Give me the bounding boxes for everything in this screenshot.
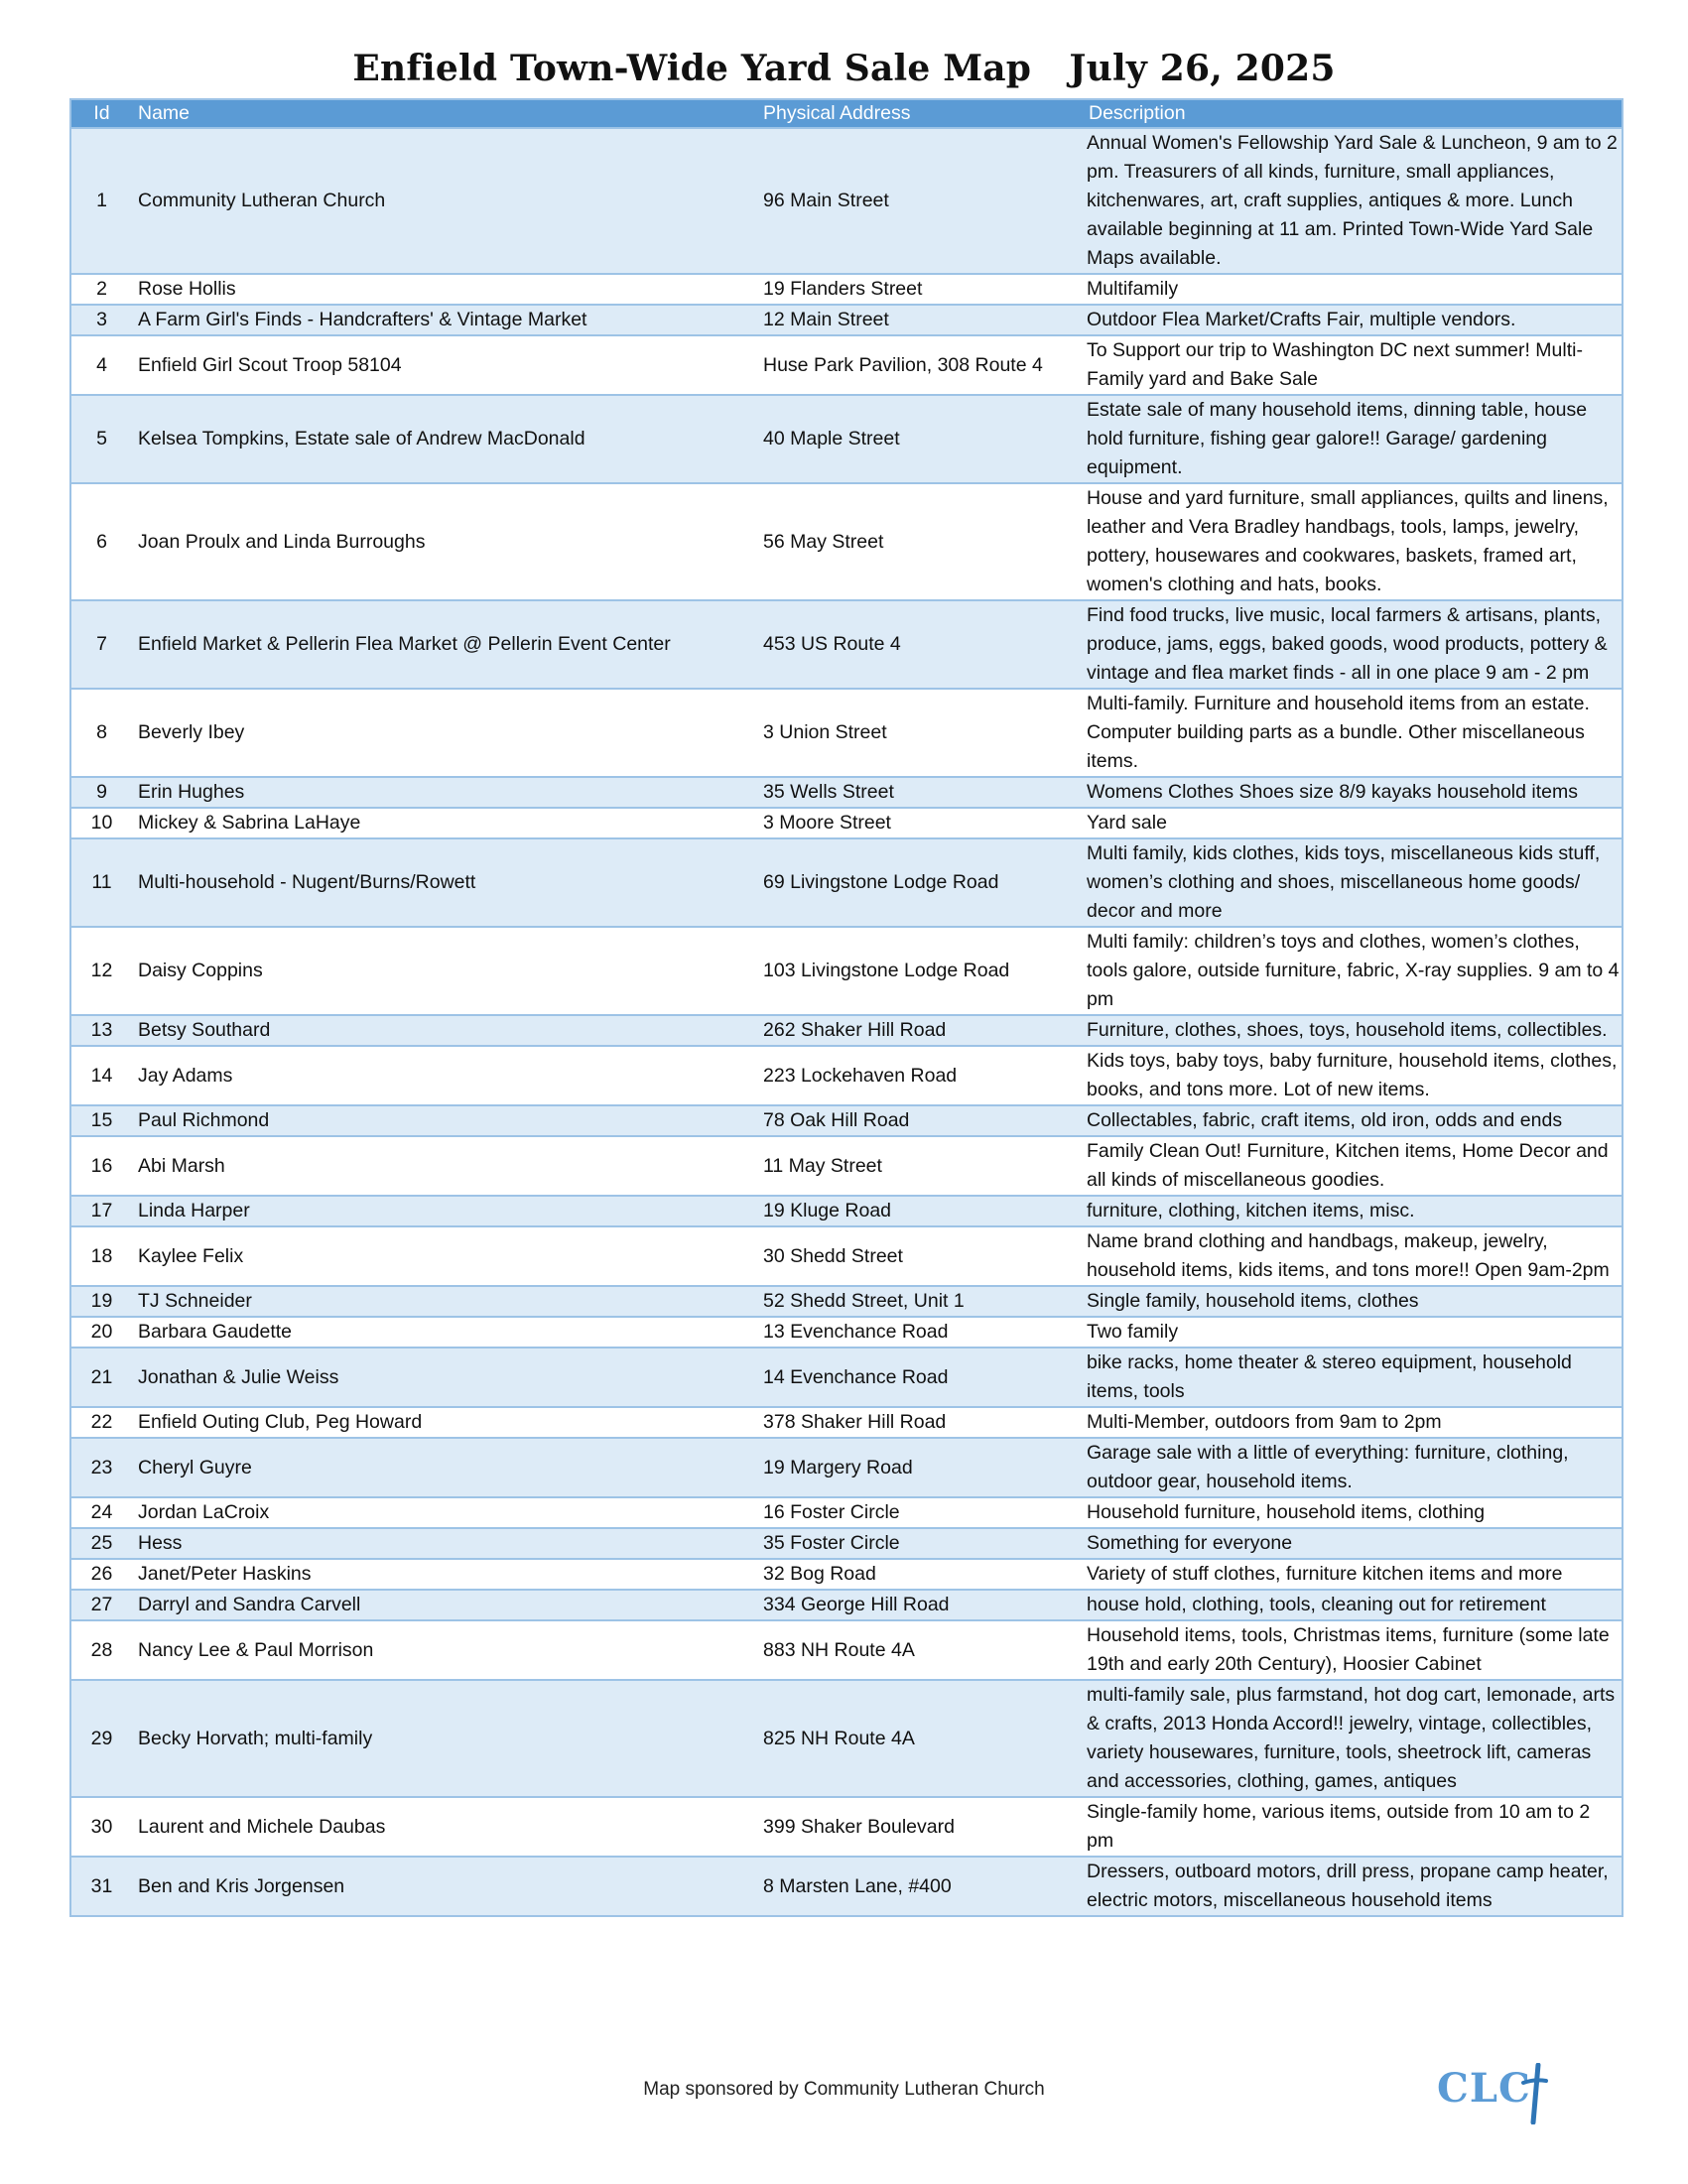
column-header-name: Name [132,99,757,128]
row-address: 19 Flanders Street [757,274,1083,305]
row-name: Beverly Ibey [132,689,757,777]
table-row [70,927,1623,1015]
row-id: 23 [70,1438,132,1497]
row-address: Huse Park Pavilion, 308 Route 4 [757,335,1083,395]
row-name: Jay Adams [132,1046,757,1105]
row-id: 30 [70,1797,132,1857]
row-description: House and yard furniture, small appliances, quilts and linens, leather and Vera Bradley handbags, tools, lamps, jewelry, pottery, housewares and cookwares, baskets, framed art, women's clothing and hats, books. [1083,483,1623,600]
page-title: Enfield Town-Wide Yard Sale Map July 26, 2025 [352,48,1336,89]
row-name: Jonathan & Julie Weiss [132,1348,757,1407]
row-address: 96 Main Street [757,128,1083,274]
row-name: Jordan LaCroix [132,1497,757,1528]
row-address: 825 NH Route 4A [757,1680,1083,1797]
row-name: Mickey & Sabrina LaHaye [132,808,757,838]
row-id: 3 [70,305,132,335]
row-description: Multi-family. Furniture and household items from an estate. Computer building parts as a bundle. Other miscellaneous items. [1083,689,1623,777]
row-address: 16 Foster Circle [757,1497,1083,1528]
row-description: Outdoor Flea Market/Crafts Fair, multiple vendors. [1083,305,1623,335]
row-address: 883 NH Route 4A [757,1620,1083,1680]
row-address: 13 Evenchance Road [757,1317,1083,1348]
row-name: Darryl and Sandra Carvell [132,1590,757,1620]
column-header-address: Physical Address [757,99,1083,128]
row-name: Linda Harper [132,1196,757,1226]
row-address: 8 Marsten Lane, #400 [757,1857,1083,1916]
row-address: 30 Shedd Street [757,1226,1083,1286]
row-name: Daisy Coppins [132,927,757,1015]
cross-icon [1518,2063,1548,2124]
row-id: 17 [70,1196,132,1226]
row-id: 24 [70,1497,132,1528]
row-name: Enfield Girl Scout Troop 58104 [132,335,757,395]
yard-sale-table [69,98,1623,1917]
table-row [70,1857,1623,1916]
table-row [70,1226,1623,1286]
row-id: 31 [70,1857,132,1916]
row-description: Estate sale of many household items, dinning table, house hold furniture, fishing gear galore!! Garage/ gardening equipment. [1083,395,1623,483]
row-id: 21 [70,1348,132,1407]
logo-text: CLC [1437,2065,1531,2112]
table-row [70,808,1623,838]
row-description: Household furniture, household items, clothing [1083,1497,1623,1528]
table-row [70,1528,1623,1559]
row-description: Multi family, kids clothes, kids toys, miscellaneous kids stuff, women’s clothing and shoes, miscellaneous home goods/ decor and more [1083,838,1623,927]
row-description: Multi family: children’s toys and clothes, women’s clothes, tools galore, outside furniture, fabric, X-ray supplies. 9 am to 4 pm [1083,927,1623,1015]
row-name: Ben and Kris Jorgensen [132,1857,757,1916]
row-address: 19 Kluge Road [757,1196,1083,1226]
row-id: 9 [70,777,132,808]
table-row [70,1620,1623,1680]
row-id: 16 [70,1136,132,1196]
table-header-row [70,99,1623,128]
row-id: 20 [70,1317,132,1348]
row-description: Garage sale with a little of everything: furniture, clothing, outdoor gear, household items. [1083,1438,1623,1497]
row-name: Betsy Southard [132,1015,757,1046]
table-row [70,1105,1623,1136]
table-row [70,274,1623,305]
row-description: To Support our trip to Washington DC next summer! Multi-Family yard and Bake Sale [1083,335,1623,395]
row-id: 27 [70,1590,132,1620]
table-row [70,1196,1623,1226]
row-id: 15 [70,1105,132,1136]
row-address: 399 Shaker Boulevard [757,1797,1083,1857]
row-id: 22 [70,1407,132,1438]
table-row [70,1680,1623,1797]
row-description: Dressers, outboard motors, drill press, propane camp heater, electric motors, miscellaneous household items [1083,1857,1623,1916]
table-row [70,838,1623,927]
table-row [70,305,1623,335]
row-address: 69 Livingstone Lodge Road [757,838,1083,927]
sponsor-text: Map sponsored by Community Lutheran Church [643,2079,1045,2100]
row-id: 12 [70,927,132,1015]
table-row [70,1797,1623,1857]
row-name: Nancy Lee & Paul Morrison [132,1620,757,1680]
row-address: 40 Maple Street [757,395,1083,483]
table-row [70,1559,1623,1590]
row-address: 3 Moore Street [757,808,1083,838]
row-name: Kaylee Felix [132,1226,757,1286]
row-name: Laurent and Michele Daubas [132,1797,757,1857]
row-id: 4 [70,335,132,395]
table-row [70,1286,1623,1317]
row-description: Womens Clothes Shoes size 8/9 kayaks household items [1083,777,1623,808]
row-address: 35 Wells Street [757,777,1083,808]
row-id: 19 [70,1286,132,1317]
row-address: 14 Evenchance Road [757,1348,1083,1407]
row-address: 223 Lockehaven Road [757,1046,1083,1105]
row-name: Erin Hughes [132,777,757,808]
row-name: Becky Horvath; multi-family [132,1680,757,1797]
table-row [70,1317,1623,1348]
row-address: 378 Shaker Hill Road [757,1407,1083,1438]
row-description: Variety of stuff clothes, furniture kitchen items and more [1083,1559,1623,1590]
row-address: 11 May Street [757,1136,1083,1196]
clc-logo [1437,2065,1531,2117]
row-name: Joan Proulx and Linda Burroughs [132,483,757,600]
row-description: Name brand clothing and handbags, makeup, jewelry, household items, kids items, and tons more!! Open 9am-2pm [1083,1226,1623,1286]
row-id: 29 [70,1680,132,1797]
row-id: 8 [70,689,132,777]
row-name: Enfield Market & Pellerin Flea Market @ Pellerin Event Center [132,600,757,689]
row-description: Something for everyone [1083,1528,1623,1559]
row-id: 7 [70,600,132,689]
row-description: bike racks, home theater & stereo equipment, household items, tools [1083,1348,1623,1407]
row-address: 103 Livingstone Lodge Road [757,927,1083,1015]
table-row [70,395,1623,483]
table-row [70,128,1623,274]
row-address: 52 Shedd Street, Unit 1 [757,1286,1083,1317]
table-row [70,689,1623,777]
table-row [70,1136,1623,1196]
column-header-id: Id [70,99,132,128]
row-description: Single family, household items, clothes [1083,1286,1623,1317]
row-address: 35 Foster Circle [757,1528,1083,1559]
row-address: 12 Main Street [757,305,1083,335]
row-description: Multi-Member, outdoors from 9am to 2pm [1083,1407,1623,1438]
row-name: Rose Hollis [132,274,757,305]
table-row [70,1497,1623,1528]
row-id: 13 [70,1015,132,1046]
row-id: 10 [70,808,132,838]
row-address: 334 George Hill Road [757,1590,1083,1620]
row-description: Furniture, clothes, shoes, toys, household items, collectibles. [1083,1015,1623,1046]
table-row [70,1015,1623,1046]
row-name: Paul Richmond [132,1105,757,1136]
row-id: 28 [70,1620,132,1680]
row-id: 18 [70,1226,132,1286]
row-name: Multi-household - Nugent/Burns/Rowett [132,838,757,927]
table-row [70,483,1623,600]
row-address: 453 US Route 4 [757,600,1083,689]
table-row [70,1438,1623,1497]
row-id: 2 [70,274,132,305]
row-description: Family Clean Out! Furniture, Kitchen items, Home Decor and all kinds of miscellaneous goodies. [1083,1136,1623,1196]
row-description: Household items, tools, Christmas items, furniture (some late 19th and early 20th Century), Hoosier Cabinet [1083,1620,1623,1680]
table-row [70,1407,1623,1438]
row-name: Barbara Gaudette [132,1317,757,1348]
row-description: Two family [1083,1317,1623,1348]
row-name: Janet/Peter Haskins [132,1559,757,1590]
row-name: TJ Schneider [132,1286,757,1317]
row-id: 1 [70,128,132,274]
row-address: 3 Union Street [757,689,1083,777]
row-description: Multifamily [1083,274,1623,305]
row-name: Cheryl Guyre [132,1438,757,1497]
row-name: Community Lutheran Church [132,128,757,274]
row-id: 6 [70,483,132,600]
row-name: Abi Marsh [132,1136,757,1196]
row-address: 32 Bog Road [757,1559,1083,1590]
row-description: Kids toys, baby toys, baby furniture, household items, clothes, books, and tons more. Lot of new items. [1083,1046,1623,1105]
row-description: Find food trucks, live music, local farmers & artisans, plants, produce, jams, eggs, baked goods, wood products, pottery & vintage and flea market finds - all in one place 9 am - 2 pm [1083,600,1623,689]
row-id: 11 [70,838,132,927]
row-address: 56 May Street [757,483,1083,600]
row-description: Annual Women's Fellowship Yard Sale & Luncheon, 9 am to 2 pm. Treasurers of all kinds, furniture, small appliances, kitchenwares, art, craft supplies, antiques & more. Lunch available beginning at 11 am. Printed Town-Wide Yard Sale Maps available. [1083,128,1623,274]
row-id: 25 [70,1528,132,1559]
table-row [70,777,1623,808]
row-name: Kelsea Tompkins, Estate sale of Andrew MacDonald [132,395,757,483]
column-header-description: Description [1083,99,1623,128]
row-description: multi-family sale, plus farmstand, hot dog cart, lemonade, arts & crafts, 2013 Honda Accord!! jewelry, vintage, collectibles, variety housewares, furniture, tools, sheetrock lift, cameras and accessories, clothing, games, antiques [1083,1680,1623,1797]
row-id: 26 [70,1559,132,1590]
row-description: furniture, clothing, kitchen items, misc. [1083,1196,1623,1226]
row-id: 5 [70,395,132,483]
row-description: Single-family home, various items, outside from 10 am to 2 pm [1083,1797,1623,1857]
row-name: Hess [132,1528,757,1559]
row-address: 19 Margery Road [757,1438,1083,1497]
table-row [70,1348,1623,1407]
row-name: A Farm Girl's Finds - Handcrafters' & Vintage Market [132,305,757,335]
row-description: Yard sale [1083,808,1623,838]
table-row [70,335,1623,395]
table-row [70,1590,1623,1620]
row-id: 14 [70,1046,132,1105]
table-row [70,600,1623,689]
row-description: house hold, clothing, tools, cleaning out for retirement [1083,1590,1623,1620]
row-address: 78 Oak Hill Road [757,1105,1083,1136]
row-address: 262 Shaker Hill Road [757,1015,1083,1046]
table-row [70,1046,1623,1105]
row-name: Enfield Outing Club, Peg Howard [132,1407,757,1438]
row-description: Collectables, fabric, craft items, old iron, odds and ends [1083,1105,1623,1136]
